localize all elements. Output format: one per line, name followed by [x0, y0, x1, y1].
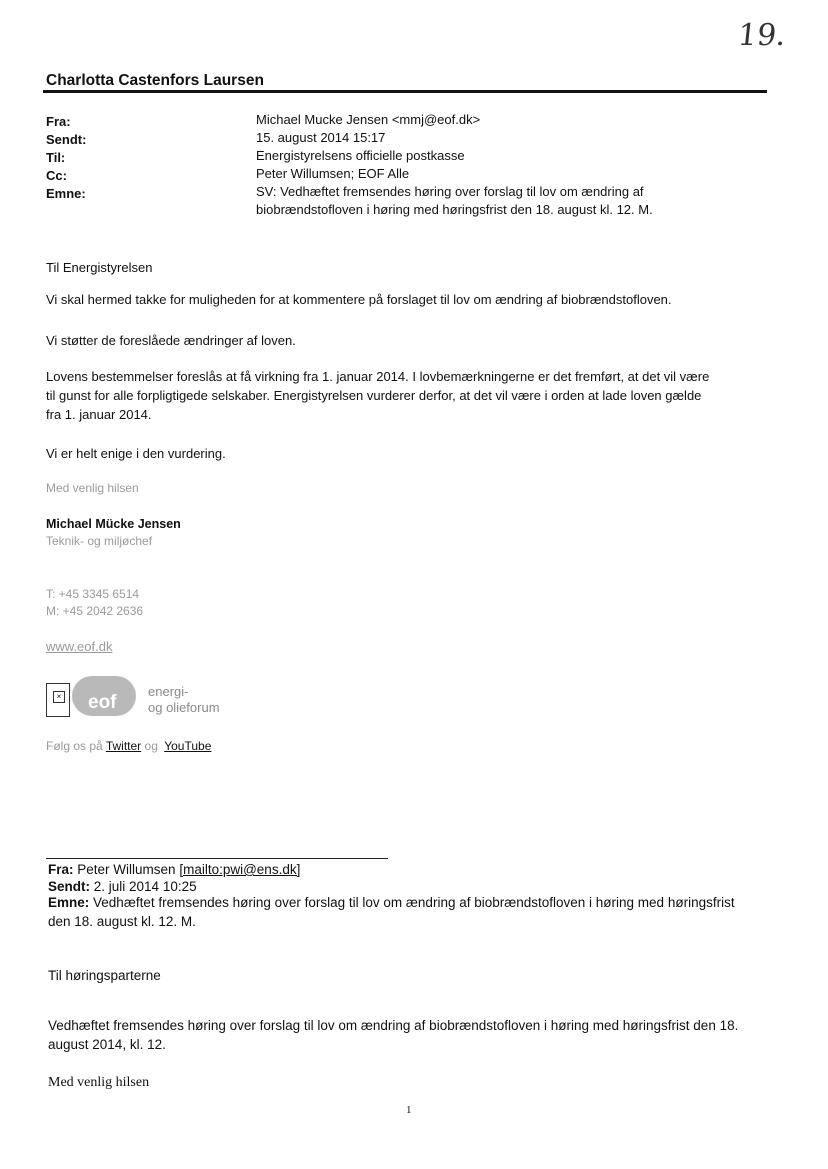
follow-line	[46, 739, 211, 753]
body-paragraph-3-line-2: til gunst for alle forpligtigede selskaber. Energistyrelsen vurderer derfor, at det vil være i orden at lade loven gælde	[46, 388, 702, 403]
signature-name: Michael Mücke Jensen	[46, 517, 181, 531]
forwarded-closing: Med venlig hilsen	[48, 1075, 150, 1090]
handwritten-page-mark: 19.	[736, 18, 788, 53]
to-label: Til:	[46, 150, 66, 165]
from-value: Michael Mucke Jensen <mmj@eof.dk>	[256, 112, 481, 127]
body-paragraph-4: Vi er helt enige i den vurdering.	[46, 446, 226, 461]
signature-title: Teknik- og miljøchef	[46, 534, 153, 548]
body-paragraph-1: Vi skal hermed takke for muligheden for at kommentere på forslaget til lov om ændring af biobrændstofloven.	[46, 292, 672, 307]
page-number: 1	[406, 1104, 412, 1116]
follow-prefix: Følg os på	[46, 739, 103, 753]
signature-website-link[interactable]: www.eof.dk	[46, 639, 113, 654]
close-icon: ×	[53, 691, 65, 703]
forwarded-from-mailto-link[interactable]: [mailto:pwi@ens.dk]	[179, 862, 301, 877]
header-rule	[43, 90, 767, 93]
forwarded-subject-line-2: den 18. august kl. 12. M.	[48, 914, 196, 929]
from-label: Fra:	[46, 114, 71, 129]
forwarded-from-label: Fra:	[48, 862, 74, 877]
cc-value: Peter Willumsen; EOF Alle	[256, 166, 410, 181]
forwarded-sent-value: 2. juli 2014 10:25	[93, 879, 197, 894]
sent-label: Sendt:	[46, 132, 87, 147]
logo-text-line-1: energi-	[148, 684, 189, 699]
twitter-link[interactable]: Twitter	[105, 739, 142, 753]
body-paragraph-3-line-3: fra 1. januar 2014.	[46, 407, 152, 422]
youtube-link[interactable]: YouTube	[164, 739, 212, 753]
subject-line-2: biobrændstofloven i høring med høringsfrist den 18. august kl. 12. M.	[256, 202, 653, 217]
signature-mobile: M: +45 2042 2636	[46, 604, 144, 618]
forwarded-subject-line-1	[48, 895, 788, 910]
signature-phone: T: +45 3345 6514	[46, 587, 140, 601]
subject-line-1: SV: Vedhæftet fremsendes høring over forslag til lov om ændring af	[256, 184, 644, 199]
forwarded-sent-label: Sendt:	[48, 879, 90, 894]
subject-label: Emne:	[46, 186, 86, 201]
mailbox-owner-name: Charlotta Castenfors Laursen	[46, 72, 264, 89]
follow-and: og	[144, 739, 158, 753]
signature-closing: Med venlig hilsen	[46, 481, 139, 495]
cc-label: Cc:	[46, 168, 67, 183]
forwarded-subject-label: Emne:	[48, 895, 90, 910]
forwarded-paragraph-line-1: Vedhæftet fremsendes høring over forslag til lov om ændring af biobrændstofloven i høring med høringsfrist den 18.	[48, 1018, 739, 1033]
forwarded-sent-line	[48, 879, 197, 894]
logo-mark-text: eof	[88, 692, 117, 713]
forwarded-paragraph-line-2: august 2014, kl. 12.	[48, 1037, 166, 1052]
sent-value: 15. august 2014 15:17	[256, 130, 386, 145]
body-paragraph-3-line-1: Lovens bestemmelser foreslås at få virkning fra 1. januar 2014. I lovbemærkningerne er det fremført, at det vil være	[46, 369, 710, 384]
to-value: Energistyrelsens officielle postkasse	[256, 148, 465, 163]
body-greeting: Til Energistyrelsen	[46, 260, 153, 275]
body-paragraph-2: Vi støtter de foreslåede ændringer af loven.	[46, 333, 296, 348]
forward-divider	[46, 858, 388, 859]
forwarded-subject-text-1: Vedhæftet fremsendes høring over forslag til lov om ændring af biobrændstofloven i høring med høringsfrist	[93, 895, 735, 910]
logo-text-line-2: og olieforum	[148, 700, 220, 715]
forwarded-from-line	[48, 862, 300, 877]
forwarded-from-name: Peter Willumsen	[77, 862, 176, 877]
forwarded-greeting: Til høringsparterne	[48, 968, 161, 983]
